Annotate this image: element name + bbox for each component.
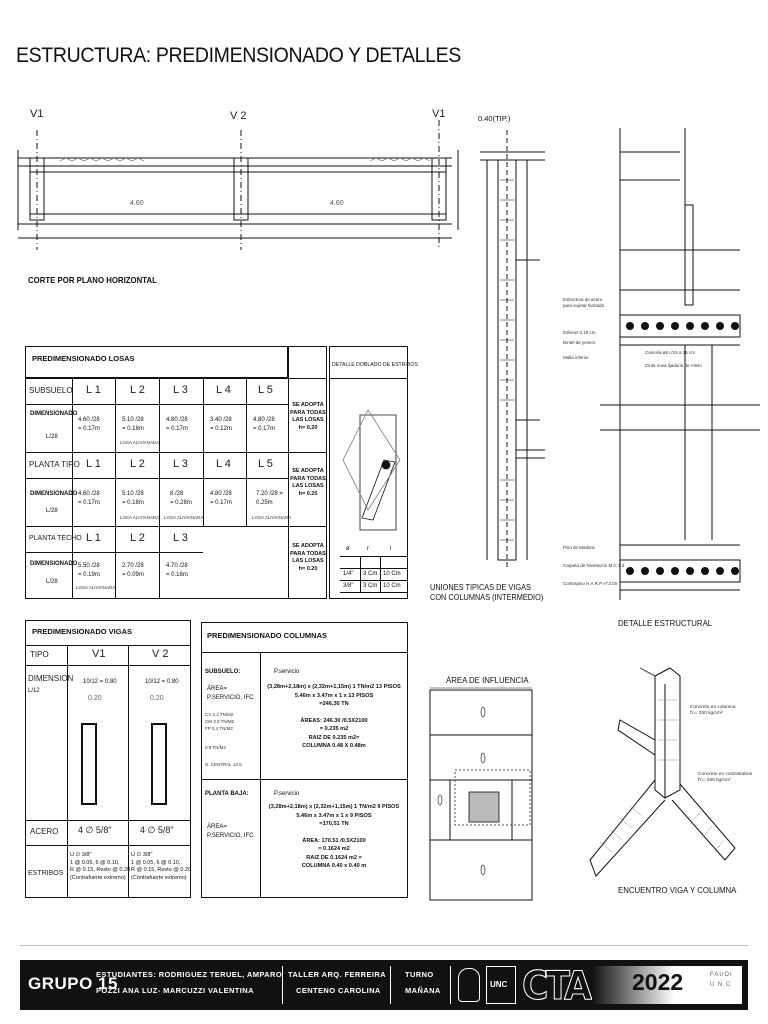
sub-small-0: CV 2.2 TN/M2	[205, 712, 234, 717]
columnas-planta-baja: PLANTA BAJA:	[205, 791, 249, 797]
detalle-estructural-caption: DETALLE ESTRUCTURAL	[618, 618, 713, 628]
note-esferas: Esferas 0.18 cm	[563, 330, 596, 335]
vigas-dimension-sub: L/12	[28, 688, 40, 694]
hdr-sub-l2: L 2	[130, 384, 145, 396]
estribo-r1-phi: 1/4"	[343, 571, 354, 577]
sub-small-2: FP 0.4 TN/M2	[205, 726, 233, 731]
sub-calc-4: ÁREAS: 246.30 /0.5X2100	[300, 717, 368, 724]
sub-small-1: CM 3.0 TN/M2	[205, 719, 235, 724]
columnas-pserv-inf: P.SERVICIO, IFC	[207, 695, 254, 701]
label-v1-right: V1	[432, 108, 446, 120]
vigas-v1-dim: 10/12 = 0.80	[83, 679, 117, 685]
sub-calc-6: RAIZ DE 0.235 m2=	[308, 734, 360, 741]
hdr-tipo-l1: L 1	[86, 458, 101, 470]
pb-calc-6: RAIZ DE 0.1624 m2 =	[306, 854, 362, 861]
sub-calc-7: COLUMNA 0.48 X 0.48m	[302, 743, 366, 749]
estribo-r1-l: 10 Cm	[383, 571, 401, 577]
footer-year: 2022	[632, 969, 684, 995]
note-piso-madera: Piso de Madera	[563, 545, 595, 550]
vigas-title: PREDIMENSIONADO VIGAS	[32, 627, 133, 636]
vigas-v1-width: 0.20	[88, 695, 102, 702]
columnas-subsuelo: SUBSUELO:	[205, 669, 241, 675]
union-caption	[430, 583, 543, 603]
losa-note-tipo-5: LOSA ALIVIANADA	[252, 515, 292, 520]
hdr-sub-l1: L 1	[86, 384, 101, 396]
union-caption-line2: CON COLUMNAS (INTERMEDIO)	[430, 593, 544, 602]
val-tipo-l1: 4.60 /28 = 0.17m	[78, 491, 100, 506]
vigas-tipo: TIPO	[30, 650, 49, 659]
columnas-area-label-pb: ÁREA=	[207, 824, 227, 830]
row-subsuelo: SUBSUELO	[29, 386, 73, 395]
hdr-tipo-l3: L 3	[173, 458, 188, 470]
footer-faudi-2: U N C	[710, 982, 732, 988]
pb-calc-5: = 0.1624 m2	[318, 846, 350, 852]
note-estructura-acero: Estructura de acero	[563, 297, 603, 302]
label-v1-left: V1	[30, 108, 44, 120]
hdr-techo-l1: L 1	[86, 532, 101, 544]
footer-taller-1: TALLER ARQ. FERREIRA	[288, 970, 386, 979]
hdr-tipo-l5: L 5	[258, 458, 273, 470]
columnas-p-servicio: P.servicio	[274, 669, 300, 675]
estribo-r2-phi: 3/8"	[343, 583, 354, 589]
vigas-v2: V 2	[152, 648, 169, 660]
pb-calc-1: 5.46m x 3.47m x 1 x 9 PISOS	[296, 812, 372, 819]
columnas-title: PREDIMENSIONADO COLUMNAS	[207, 631, 328, 640]
vigas-v1-estribo: U ∅ 3/8" 1 @ 0.05, 6 @ 0.10, R @ 0.15, Resto @ 0.20 (Contrafuerte extremo)	[70, 852, 131, 881]
pb-calc-4: ÁREA: 170.51 /0.5X2100	[302, 837, 366, 844]
union-caption-line1: UNIONES TIPICAS DE VIGAS	[430, 583, 531, 592]
estribo-hdr-phi: ø	[346, 546, 350, 552]
losa-note-techo: LOSA ALIVIANADA	[76, 585, 116, 590]
val-tipo-l2: 5.10 /28 = 0.18m	[122, 491, 144, 506]
encuentro-caption: ENCUENTRO VIGA Y COLUMNA	[618, 885, 737, 895]
note-dintel: Dintel de yesero	[563, 340, 596, 345]
note-carpeta: Carpeta de Nivelación M.C 1:3	[563, 563, 625, 568]
footer-cta-logo: CTA	[522, 964, 590, 1010]
vigas-dimension: DIMENSION	[28, 674, 74, 683]
dim-sub-tipo: L/28	[46, 508, 58, 514]
footer-faudi-1: FAUDI	[710, 972, 733, 978]
note-cinta: Cinta nova lijaduria de Vinilo	[645, 363, 702, 368]
footer-bar	[20, 960, 748, 1010]
row-planta-techo: PLANTA TECHO	[29, 535, 82, 542]
estribo-hdr-r: r	[367, 546, 369, 552]
val-tipo-l3: 8 /28 = 0.28m	[170, 491, 192, 506]
estribos-title: DETALLE DOBLADO DE ESTRIBOS	[332, 362, 418, 368]
hdr-sub-l3: L 3	[173, 384, 188, 396]
estribo-r2-l: 10 Cm	[383, 583, 401, 589]
val-sub-l5: 4.80 /28 = 0.17m	[253, 417, 275, 432]
footer-unc: UNC	[490, 980, 508, 989]
losas-title: PREDIMENSIONADO LOSAS	[32, 354, 135, 363]
sub-calc-5: = 0.235 m2	[319, 726, 349, 732]
estribos-box	[329, 346, 408, 599]
union-top-label: 0.40(TIP.)	[478, 114, 511, 123]
note-malla: Malla inferior	[563, 355, 589, 360]
vigas-v1: V1	[92, 648, 106, 660]
footer-turno-2: MAÑANA	[405, 986, 441, 995]
footer-estudiantes-2: POZZI ANA LUZ- MARCUZZI VALENTINA	[96, 986, 254, 995]
vigas-acero-label: ACERO	[30, 827, 59, 836]
columnas-pserv-inf-pb: P.SERVICIO, IFC	[207, 833, 254, 839]
pb-calc	[262, 803, 406, 871]
estribo-hdr-l: l	[390, 546, 392, 552]
losa-note-sub: LOSA ALIVIANADA	[120, 440, 160, 445]
footer-turno-1: TURNO	[405, 970, 434, 979]
pb-calc-0: (3,28m+2,18m) x (2,32m+1,15m) 1 TN/m2 9 PISOS	[268, 804, 400, 810]
hdr-sub-l4: L 4	[216, 384, 231, 396]
footer-taller-2: CENTENO CAROLINA	[296, 986, 381, 995]
dim-label-techo: DIMENSIONADO	[30, 561, 78, 567]
sub-calc	[262, 683, 406, 751]
adopt-tipo: SE ADOPTA PARA TODAS LAS LOSAS h= 0.25	[290, 468, 326, 497]
val-techo-l2: 2.70 /28 = 0.09m	[122, 563, 144, 578]
dim-sub-techo: L/28	[46, 579, 58, 585]
columnas-p-servicio-pb: P.servicio	[274, 791, 300, 797]
sub-small-4: N. CENTRAL 13.5	[205, 762, 242, 767]
crest-icon	[458, 968, 480, 1002]
dim-label-tipo: DIMENSIONADO	[30, 491, 78, 497]
losa-note-tipo-3: LOSA ALIVIANADA	[164, 515, 204, 520]
adopt-techo: SE ADOPTA PARA TODAS LAS LOSAS h= 0.20	[290, 543, 326, 572]
influencia-title: ÁREA DE INFLUENCIA	[446, 675, 529, 685]
vigas-estribos-label: ESTRIBOS	[28, 870, 64, 877]
hdr-tipo-l2: L 2	[130, 458, 145, 470]
vigas-v2-dim: 10/12 = 0.80	[145, 679, 179, 685]
footer-grupo: GRUPO 15	[28, 974, 118, 993]
vigas-v1-acero: 4 ∅ 5/8"	[78, 825, 112, 835]
dim-sub-sub: L/28	[46, 434, 58, 440]
vigas-v2-estribo: U ∅ 3/8" 1 @ 0.05, 6 @ 0.10, R @ 0.15, Resto @ 0.20 (Contrafuerte extremo)	[131, 852, 192, 881]
page-title: ESTRUCTURA: PREDIMENSIONADO Y DETALLES	[16, 44, 461, 67]
columnas-area-label: ÁREA=	[207, 686, 227, 692]
encuentro-note1: Concreto en columna f'c= 250 kg/cm²	[690, 705, 736, 716]
v1-section	[81, 723, 97, 805]
sub-calc-1: 5.46m x 3.47m x 1 x 13 PISOS	[294, 692, 374, 699]
val-techo-l3: 4.70 /28 = 0.16m	[166, 563, 188, 578]
span-right: 4.60	[330, 200, 344, 207]
sub-small-3: 0.9 TN/M2	[205, 745, 226, 750]
val-tipo-l4: 4.80 /28 = 0.17m	[210, 491, 232, 506]
losa-note-tipo-2: LOSA ALIVIANADA	[120, 515, 160, 520]
v2-section	[151, 723, 167, 805]
val-techo-l1: 5.50 /28 = 0.19m	[78, 563, 100, 578]
val-sub-l4: 3.40 /28 = 0.12m	[210, 417, 232, 432]
hdr-techo-l3: L 3	[173, 532, 188, 544]
val-tipo-l5: 7.20 /28 = 0.25m	[256, 491, 283, 506]
note-contrapiso: Contrapiso H.A.R.P H°2.00	[563, 581, 618, 586]
estribo-r1-r: 3 Cm	[363, 571, 378, 577]
val-sub-l3: 4.80 /28 = 0.17m	[166, 417, 188, 432]
note-cancela: Cancela ø8 c/15 a 15 cm	[645, 350, 696, 355]
sub-calc-2: =246,30 TN	[319, 701, 349, 707]
plan-caption: CORTE POR PLANO HORIZONTAL	[28, 275, 157, 285]
encuentro-note2: Concreto en contratrabes f'c= 250 kg/cm²	[698, 772, 753, 783]
val-sub-l2: 5.10 /28 = 0.18m	[122, 417, 144, 432]
adopt-sub: SE ADOPTA PARA TODAS LAS LOSAS h= 0.20	[290, 402, 326, 431]
hdr-sub-l5: L 5	[258, 384, 273, 396]
label-v2: V 2	[230, 110, 247, 122]
dim-label-sub: DIMENSIONADO	[30, 411, 78, 417]
footer-estudiantes-1: ESTUDIANTES: RODRIGUEZ TERUEL, AMPARO	[96, 970, 283, 979]
hdr-tipo-l4: L 4	[216, 458, 231, 470]
pb-calc-2: =170,51 TN	[319, 821, 349, 827]
pb-calc-7: COLUMNA 0.40 x 0.40 m	[301, 863, 367, 869]
row-planta-tipo: PLANTA TIPO	[29, 460, 80, 469]
estribo-r2-r: 3 Cm	[363, 583, 378, 589]
hdr-techo-l2: L 2	[130, 532, 145, 544]
sub-calc-0: (3,28m+2,18m) x (2,32m+1,15m) 1 TN/m2 13 PISOS	[267, 684, 401, 690]
val-sub-l1: 4.60 /28 = 0.17m	[78, 417, 100, 432]
note-sujetar-fachada: para sujetar fachada	[563, 303, 605, 308]
vigas-v2-acero: 4 ∅ 5/8"	[140, 825, 174, 835]
vigas-v2-width: 0.20	[150, 695, 164, 702]
span-left: 4.60	[130, 200, 144, 207]
